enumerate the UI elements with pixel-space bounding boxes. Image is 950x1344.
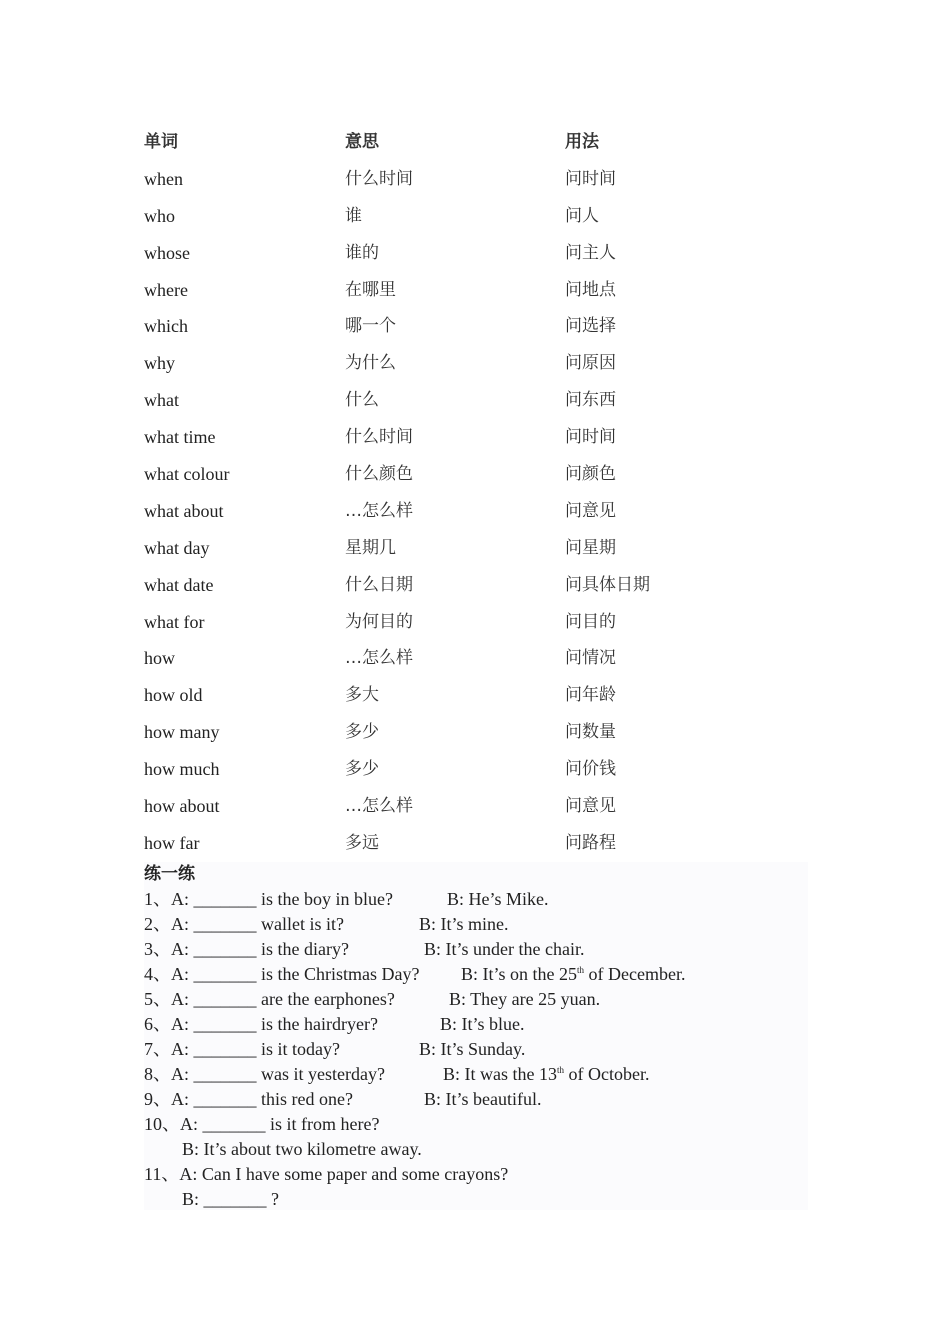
row-word: whose — [144, 242, 190, 263]
row-word: where — [144, 279, 188, 300]
answer-text — [443, 1062, 650, 1086]
question-text: 8、A: _______ was it yesterday? — [144, 1064, 385, 1084]
answer-text: B: _______ ? — [182, 1189, 279, 1209]
ordinal-suffix: th — [577, 965, 585, 975]
table-row — [144, 714, 764, 751]
row-meaning: 什么 — [345, 390, 379, 411]
row-word: what time — [144, 427, 216, 448]
row-usage: 问价钱 — [565, 759, 616, 780]
row-meaning: 多少 — [345, 759, 379, 780]
row-usage: 问颜色 — [565, 464, 616, 485]
row-meaning: 谁的 — [345, 242, 379, 263]
row-meaning: 什么时间 — [345, 427, 413, 448]
table-row — [144, 161, 764, 198]
ordinal-suffix: th — [557, 1065, 565, 1075]
row-word: how about — [144, 796, 220, 817]
answer-text-pre: B: It was the 13 — [443, 1064, 557, 1084]
row-word: what about — [144, 500, 224, 521]
row-word: what colour — [144, 464, 230, 485]
row-meaning: 星期几 — [345, 537, 396, 558]
question-text: 10、A: _______ is it from here? — [144, 1114, 380, 1134]
question-text: 7、A: _______ is it today? — [144, 1039, 340, 1059]
answer-text-pre: B: It’s on the 25 — [461, 964, 577, 984]
table-row — [144, 198, 764, 235]
question-text: 1、A: _______ is the boy in blue? — [144, 889, 393, 909]
table-row — [144, 235, 764, 272]
row-usage: 问人 — [565, 205, 599, 226]
table-row — [144, 382, 764, 419]
practice-section — [144, 862, 808, 1210]
answer-text: B: It’s Sunday. — [419, 1039, 526, 1059]
table-row — [144, 825, 764, 862]
row-meaning: …怎么样 — [345, 648, 413, 669]
row-usage: 问意见 — [565, 796, 616, 817]
question-text: 11、A: Can I have some paper and some crayons? — [144, 1164, 509, 1184]
row-word: who — [144, 205, 175, 226]
row-usage: 问选择 — [565, 316, 616, 337]
row-word: how many — [144, 722, 220, 743]
question-text: 3、A: _______ is the diary? — [144, 939, 349, 959]
table-row — [144, 493, 764, 530]
answer-text-post: of December. — [584, 964, 686, 984]
table-row — [144, 788, 764, 825]
table-row — [144, 308, 764, 345]
row-word: how far — [144, 832, 200, 853]
row-word: which — [144, 316, 188, 337]
answer-text: B: It’s about two kilometre away. — [182, 1139, 422, 1159]
row-meaning: …怎么样 — [345, 796, 413, 817]
question-text: 9、A: _______ this red one? — [144, 1089, 353, 1109]
header-usage: 用法 — [565, 132, 599, 152]
question-text: 5、A: _______ are the earphones? — [144, 989, 395, 1009]
header-word: 单词 — [144, 132, 178, 152]
table-row — [144, 272, 764, 309]
row-word: how old — [144, 685, 203, 706]
row-word: what date — [144, 574, 214, 595]
row-usage: 问星期 — [565, 537, 616, 558]
row-usage: 问目的 — [565, 611, 616, 632]
row-meaning: 多少 — [345, 722, 379, 743]
answer-text: B: It’s under the chair. — [424, 939, 585, 959]
row-meaning: 在哪里 — [345, 279, 396, 300]
table-row — [144, 530, 764, 567]
row-meaning: 多大 — [345, 685, 379, 706]
row-usage: 问情况 — [565, 648, 616, 669]
table-row — [144, 345, 764, 382]
header-meaning: 意思 — [345, 132, 379, 152]
row-word: why — [144, 353, 175, 374]
row-meaning: …怎么样 — [345, 500, 413, 521]
table-row — [144, 677, 764, 714]
table-row — [144, 751, 764, 788]
row-usage: 问原因 — [565, 353, 616, 374]
table-row — [144, 456, 764, 493]
answer-text: B: It’s blue. — [440, 1014, 525, 1034]
row-usage: 问主人 — [565, 242, 616, 263]
row-usage: 问意见 — [565, 500, 616, 521]
row-word: how much — [144, 759, 220, 780]
row-meaning: 哪一个 — [345, 316, 396, 337]
row-meaning: 什么颜色 — [345, 464, 413, 485]
practice-title: 练一练 — [144, 864, 195, 884]
question-text: 4、A: _______ is the Christmas Day? — [144, 964, 420, 984]
row-meaning: 多远 — [345, 832, 379, 853]
row-meaning: 什么日期 — [345, 574, 413, 595]
row-word: what — [144, 390, 179, 411]
row-usage: 问东西 — [565, 390, 616, 411]
row-usage: 问时间 — [565, 427, 616, 448]
table-header-row — [144, 124, 764, 161]
row-usage: 问时间 — [565, 168, 616, 189]
row-usage: 问具体日期 — [565, 574, 650, 595]
row-meaning: 什么时间 — [345, 168, 413, 189]
answer-text: B: It’s mine. — [419, 914, 509, 934]
row-meaning: 为什么 — [345, 353, 396, 374]
table-row — [144, 640, 764, 677]
row-word: what for — [144, 611, 205, 632]
answer-text-post: of October. — [564, 1064, 650, 1084]
answer-text: B: They are 25 yuan. — [449, 989, 601, 1009]
row-word: how — [144, 648, 175, 669]
row-usage: 问路程 — [565, 832, 616, 853]
table-row — [144, 604, 764, 641]
row-meaning: 为何目的 — [345, 611, 413, 632]
vocab-table — [144, 124, 764, 862]
answer-text — [461, 962, 685, 986]
answer-text: B: It’s beautiful. — [424, 1089, 542, 1109]
row-meaning: 谁 — [345, 205, 362, 226]
question-text: 2、A: _______ wallet is it? — [144, 914, 344, 934]
table-row — [144, 567, 764, 604]
answer-text: B: He’s Mike. — [447, 889, 549, 909]
row-usage: 问地点 — [565, 279, 616, 300]
question-text: 6、A: _______ is the hairdryer? — [144, 1014, 378, 1034]
row-word: when — [144, 168, 183, 189]
row-usage: 问数量 — [565, 722, 616, 743]
row-word: what day — [144, 537, 210, 558]
row-usage: 问年龄 — [565, 685, 616, 706]
table-row — [144, 419, 764, 456]
